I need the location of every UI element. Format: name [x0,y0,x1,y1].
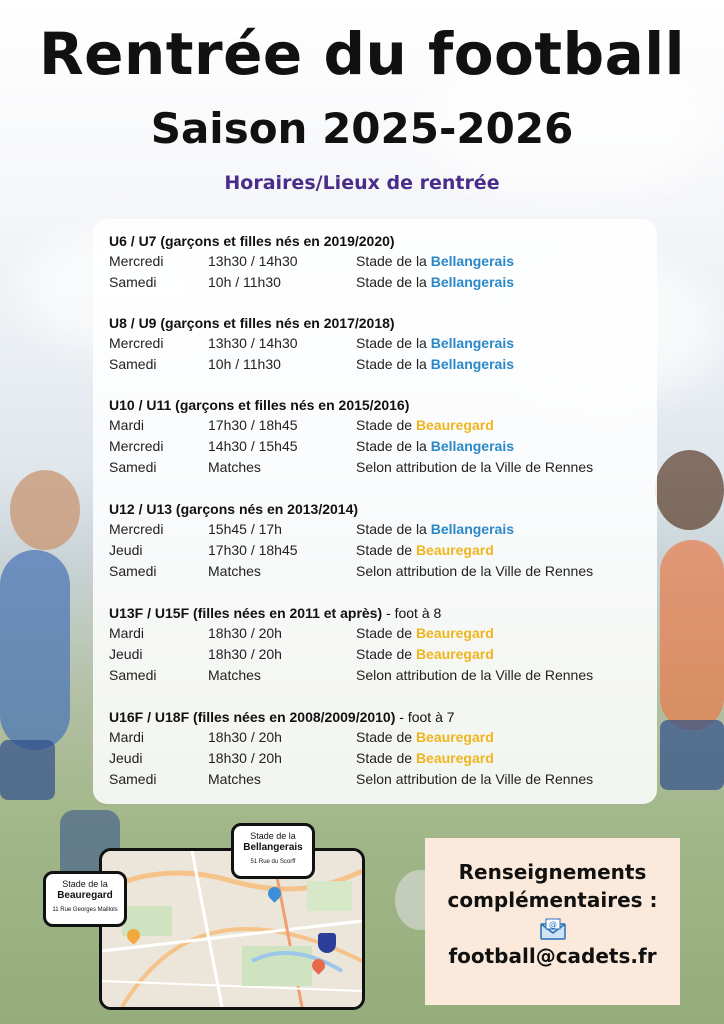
group-title [109,499,649,519]
schedule-row [109,748,649,769]
row-time: 10h / 11h30 [208,356,281,372]
schedule-row [109,769,649,790]
row-place-prefix: Stade de [356,417,416,433]
row-time: 18h30 / 20h [208,625,282,641]
bellangerais-label [231,823,315,879]
row-day: Mercredi [109,335,164,351]
row-place-name: Bellangerais [430,356,514,372]
row-time: Matches [208,459,261,475]
row-place [356,333,514,354]
row-place-name: Bellangerais [430,253,514,269]
schedule-group [109,499,649,582]
schedule-row [109,415,649,436]
row-time: 17h30 / 18h45 [208,417,298,433]
schedule-row [109,561,649,582]
row-time: Matches [208,667,261,683]
beauregard-label-address: 11 Rue Georges Maillols [52,907,118,913]
row-place-prefix: Stade de [356,750,416,766]
row-place-name: Bellangerais [430,521,514,537]
row-day: Mercredi [109,253,164,269]
row-time: Matches [208,771,261,787]
group-title-text: U6 / U7 (garçons et filles nés en 2019/2020) [109,233,395,249]
row-place-prefix: Stade de [356,625,416,641]
row-time: 14h30 / 15h45 [208,438,298,454]
email-icon [540,918,566,940]
beauregard-label [43,871,127,927]
info-box [425,838,680,1005]
row-day: Mercredi [109,438,164,454]
row-place [356,519,514,540]
row-time: 10h / 11h30 [208,274,281,290]
svg-text:@: @ [548,920,557,929]
row-place-prefix: Selon attribution de la Ville de Rennes [356,667,594,683]
row-day: Mardi [109,729,145,745]
info-line1: Renseignements [458,860,647,884]
row-place [356,272,514,293]
row-place-name: Beauregard [415,417,494,433]
row-time: 18h30 / 20h [208,750,282,766]
page-title: Rentrée du football [38,20,686,88]
row-place [356,748,494,769]
row-place [356,561,593,582]
group-title-text: U10 / U11 (garçons et filles nés en 2015/2016) [109,397,410,413]
group-title [109,707,649,727]
row-place [356,769,593,790]
row-day: Samedi [109,667,157,683]
bellangerais-label-address: 51 Rue du Scorff [250,859,296,865]
row-time: 17h30 / 18h45 [208,542,298,558]
row-day: Jeudi [109,646,143,662]
row-time: 18h30 / 20h [208,646,282,662]
row-place-prefix: Stade de la [356,335,431,351]
group-title-text: U16F / U18F (filles nées en 2008/2009/2010) [109,709,396,725]
row-place-prefix: Stade de la [356,253,431,269]
group-title [109,231,649,251]
row-day: Jeudi [109,750,143,766]
row-place-prefix: Stade de la [356,356,431,372]
schedule-row [109,623,649,644]
row-place-name: Bellangerais [430,274,514,290]
row-day: Mardi [109,625,145,641]
row-place [356,251,514,272]
schedule-group [109,395,649,478]
row-place-prefix: Stade de la [356,521,431,537]
contact-email-link[interactable]: football@cadets.fr [448,944,657,968]
bellangerais-label-line1: Stade de la [250,831,296,841]
schedule-group [109,231,649,293]
schedule-row [109,333,649,354]
group-note: - foot à 7 [395,709,455,725]
row-day: Samedi [109,459,157,475]
group-title-text: U8 / U9 (garçons et filles nés en 2017/2018) [109,315,395,331]
row-time: 18h30 / 20h [208,729,282,745]
info-line2: complémentaires : [447,888,658,912]
row-place-prefix: Stade de la [356,438,431,454]
schedule-row [109,436,649,457]
schedule-row [109,354,649,375]
season-title: Saison 2025-2026 [150,104,574,153]
row-day: Samedi [109,356,157,372]
row-place-name: Beauregard [415,625,494,641]
beauregard-label-name: Beauregard [57,890,113,901]
schedule-card [93,219,657,804]
schedule-row [109,644,649,665]
row-time: Matches [208,563,261,579]
row-time: 13h30 / 14h30 [208,335,298,351]
row-place-prefix: Selon attribution de la Ville de Rennes [356,563,594,579]
row-place [356,436,514,457]
row-day: Samedi [109,771,157,787]
row-place-prefix: Selon attribution de la Ville de Rennes [356,459,594,475]
row-time: 13h30 / 14h30 [208,253,298,269]
group-title [109,603,649,623]
row-day: Samedi [109,274,157,290]
row-place [356,457,593,478]
group-title [109,395,649,415]
row-place [356,415,494,436]
row-place-name: Beauregard [415,729,494,745]
group-title [109,313,649,333]
row-place-prefix: Stade de [356,542,416,558]
row-time: 15h45 / 17h [208,521,282,537]
club-logo-icon [318,933,336,953]
beauregard-label-line1: Stade de la [62,879,108,889]
schedule-row [109,540,649,561]
row-place [356,354,514,375]
row-place-name: Beauregard [415,542,494,558]
row-place [356,623,494,644]
schedule-row [109,457,649,478]
schedule-row [109,272,649,293]
schedule-group [109,313,649,375]
schedule-group [109,603,649,686]
schedule-row [109,665,649,686]
row-place-prefix: Selon attribution de la Ville de Rennes [356,771,594,787]
group-note: - foot à 8 [382,605,442,621]
row-day: Jeudi [109,542,143,558]
row-day: Samedi [109,563,157,579]
row-place-name: Bellangerais [430,438,514,454]
row-place-name: Bellangerais [430,335,514,351]
row-place-name: Beauregard [415,750,494,766]
row-place [356,540,494,561]
row-day: Mardi [109,417,145,433]
row-place-prefix: Stade de la [356,274,431,290]
info-heading [425,858,680,914]
row-place [356,727,494,748]
group-title-text: U13F / U15F (filles nées en 2011 et après) [109,605,383,621]
schedule-row [109,251,649,272]
schedule-group [109,707,649,790]
bellangerais-label-name: Bellangerais [243,842,303,853]
row-place-prefix: Stade de [356,729,416,745]
row-place-name: Beauregard [415,646,494,662]
schedule-row [109,519,649,540]
row-place [356,665,593,686]
schedule-row [109,727,649,748]
schedule-subtitle: Horaires/Lieux de rentrée [224,172,500,194]
row-place-prefix: Stade de [356,646,416,662]
group-title-text: U12 / U13 (garçons nés en 2013/2014) [109,501,359,517]
row-day: Mercredi [109,521,164,537]
row-place [356,644,494,665]
